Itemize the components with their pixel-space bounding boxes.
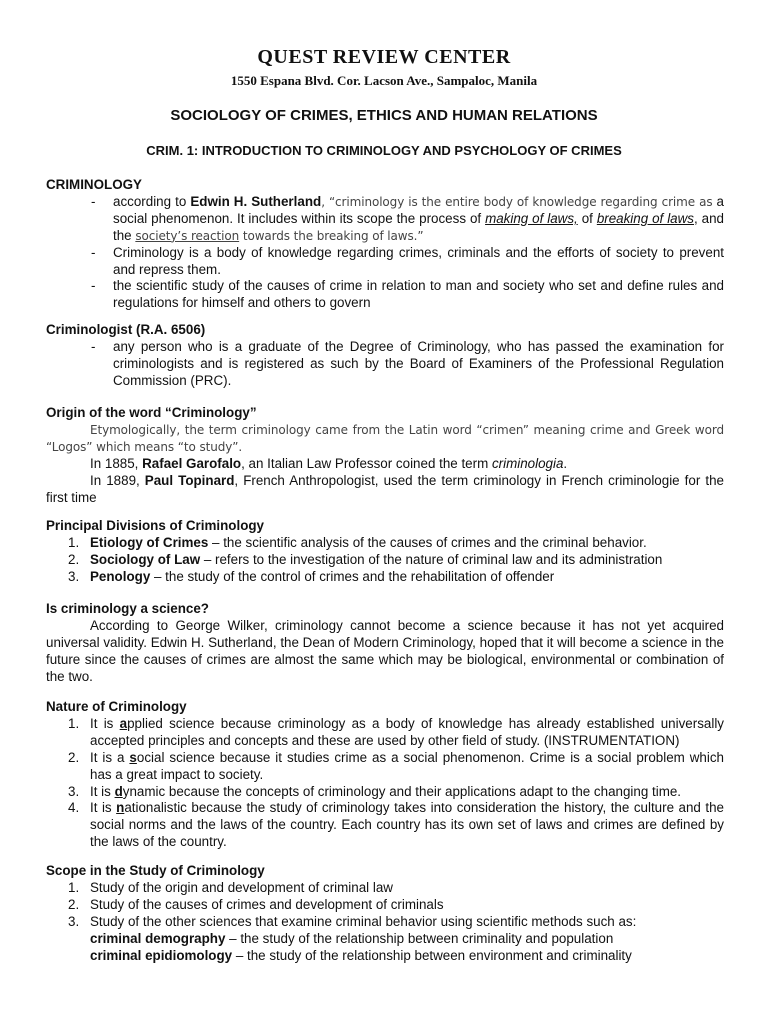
list-item	[46, 535, 724, 552]
list-item	[46, 194, 724, 245]
item-text: Study of the causes of crimes and development of criminals	[90, 896, 444, 912]
item-text: – refers to the investigation of the nature of criminal law and its administration	[200, 551, 663, 567]
list-item	[46, 552, 724, 569]
list-item	[46, 339, 724, 390]
list-number: 3.	[68, 783, 80, 799]
division-term: Etiology of Crimes	[90, 534, 209, 550]
paragraph: Etymologically, the term criminology came from the Latin word “crimen” meaning crime and Greek word “Logos” which means “to study”.	[46, 422, 724, 454]
item-text: – the scientific analysis of the causes of crimes and the criminal behavior.	[208, 534, 647, 550]
section-heading: Scope in the Study of Criminology	[46, 863, 265, 878]
author-name: Edwin H. Sutherland	[190, 193, 322, 209]
list-item	[46, 278, 724, 312]
list-item	[46, 784, 724, 801]
sub-item	[46, 948, 724, 965]
item-text: of	[577, 210, 597, 226]
section-heading: Is criminology a science?	[46, 601, 209, 616]
key-letter: d	[114, 783, 123, 799]
sub-item	[46, 931, 724, 948]
center-title: QUEST REVIEW CENTER	[257, 46, 511, 68]
section-heading: Origin of the word “Criminology”	[46, 405, 257, 420]
dash-bullet: -	[91, 278, 96, 294]
list-number: 1.	[68, 534, 80, 550]
section-heading: Criminologist (R.A. 6506)	[46, 322, 206, 337]
item-text: – the study of the control of crimes and the rehabilitation of offender	[150, 568, 555, 584]
item-text: Study of the other sciences that examine criminal behavior using scientific methods such as:	[90, 913, 637, 929]
section-heading: Principal Divisions of Criminology	[46, 518, 265, 533]
item-text: – the study of the relationship between environment and criminality	[232, 947, 632, 963]
underlined-term: making of laws,	[485, 210, 578, 226]
list-item	[46, 750, 724, 784]
list-item	[46, 880, 724, 897]
sub-term: criminal demography	[90, 930, 226, 946]
paragraph	[46, 456, 724, 473]
list-item	[46, 245, 724, 279]
item-text: the scientific study of the causes of crime in relation to man and society who set and define rules and regulations for himself and others to govern	[113, 278, 724, 311]
item-text: , and the	[113, 210, 724, 243]
division-term: Penology	[90, 568, 151, 584]
underlined-term: society’s reaction	[135, 228, 240, 243]
item-text: ynamic because the concepts of criminology and their applications adapt to the changing time.	[122, 783, 682, 799]
item-text: a social phenomenon. It includes within its scope the process of	[113, 193, 724, 226]
list-number: 2.	[68, 749, 80, 765]
item-text: It is a	[90, 749, 130, 765]
section-scope	[46, 863, 724, 964]
para-text: , an Italian Law Professor coined the term	[241, 455, 492, 471]
dash-bullet: -	[91, 193, 96, 209]
dash-bullet: -	[91, 244, 96, 260]
item-text: pplied science because criminology as a body of knowledge has already established universally accepted principles and concepts and these are used by other field of study. (INSTRUMENTATION)	[90, 715, 724, 748]
para-text: .	[563, 455, 568, 471]
item-text: Criminology is a body of knowledge regarding crimes, criminals and the efforts of society to prevent and repress them.	[113, 244, 724, 277]
para-text: , French Anthropologist, used the term criminology in French criminologie for the first time	[46, 472, 724, 505]
item-text: any person who is a graduate of the Degree of Criminology, who has passed the examination for criminologists and is registered as such by the Board of Examiners of the Professional Regulation Commission (PRC).	[113, 338, 724, 388]
list-number: 4.	[68, 800, 80, 816]
item-text: It is	[90, 715, 120, 731]
dash-bullet: -	[91, 338, 96, 354]
section-criminology	[46, 177, 724, 312]
list-item	[46, 914, 724, 931]
list-number: 1.	[68, 715, 80, 731]
section-nature	[46, 699, 724, 851]
key-letter: s	[129, 749, 137, 765]
underlined-term: breaking of laws	[596, 210, 694, 226]
key-letter: n	[116, 800, 125, 816]
item-text: towards the breaking of laws.”	[239, 228, 424, 243]
section-science	[46, 601, 724, 686]
key-letter: a	[119, 715, 128, 731]
list-number: 2.	[68, 551, 80, 567]
list-item	[46, 569, 724, 586]
para-text: In 1885,	[90, 455, 143, 471]
section-divisions	[46, 518, 724, 586]
item-text: ocial science because it studies crime as a social phenomenon. Crime is a social problem which has a great impact to society.	[90, 749, 724, 782]
person-name: Paul Topinard	[144, 472, 235, 488]
item-text: It is	[90, 800, 117, 816]
section-criminologist	[46, 322, 724, 390]
center-address: 1550 Espana Blvd. Cor. Lacson Ave., Sampaloc, Manila	[230, 73, 538, 88]
item-text: , “criminology is the entire body of knowledge regarding crime as	[321, 194, 713, 209]
item-text: – the study of the relationship between criminality and population	[225, 930, 614, 946]
division-term: Sociology of Law	[90, 551, 201, 567]
sub-term: criminal epidiomology	[90, 947, 233, 963]
list-number: 3.	[68, 568, 80, 584]
section-heading: Nature of Criminology	[46, 699, 187, 714]
subject-title: SOCIOLOGY OF CRIMES, ETHICS AND HUMAN RELATIONS	[170, 107, 598, 124]
section-heading: CRIMINOLOGY	[46, 177, 142, 192]
list-number: 1.	[68, 879, 80, 895]
list-item	[46, 800, 724, 851]
item-text: according to	[113, 193, 191, 209]
paragraph: According to George Wilker, criminology cannot become a science because it has not yet acquired universal validity. Edwin H. Sutherland, the Dean of Modern Criminology, hoped that it will become a science in the future since the causes of crimes are almost the same which may be biological, environmental or combination of the two.	[46, 617, 724, 684]
para-text: In 1889,	[90, 472, 145, 488]
list-number: 3.	[68, 913, 80, 929]
section-origin	[46, 405, 724, 506]
item-text: It is	[90, 783, 115, 799]
list-number: 2.	[68, 896, 80, 912]
italic-term: criminologia	[491, 455, 564, 471]
item-text: Study of the origin and development of criminal law	[90, 879, 393, 895]
list-item	[46, 716, 724, 750]
item-text: ationalistic because the study of criminology takes into consideration the history, the culture and the social norms and the laws of the country. Each country has its own set of laws and crimes are defined by the laws of the country.	[90, 800, 724, 850]
paragraph	[46, 473, 724, 507]
list-item	[46, 897, 724, 914]
course-title: CRIM. 1: INTRODUCTION TO CRIMINOLOGY AND PSYCHOLOGY OF CRIMES	[146, 143, 622, 158]
person-name: Rafael Garofalo	[142, 455, 242, 471]
